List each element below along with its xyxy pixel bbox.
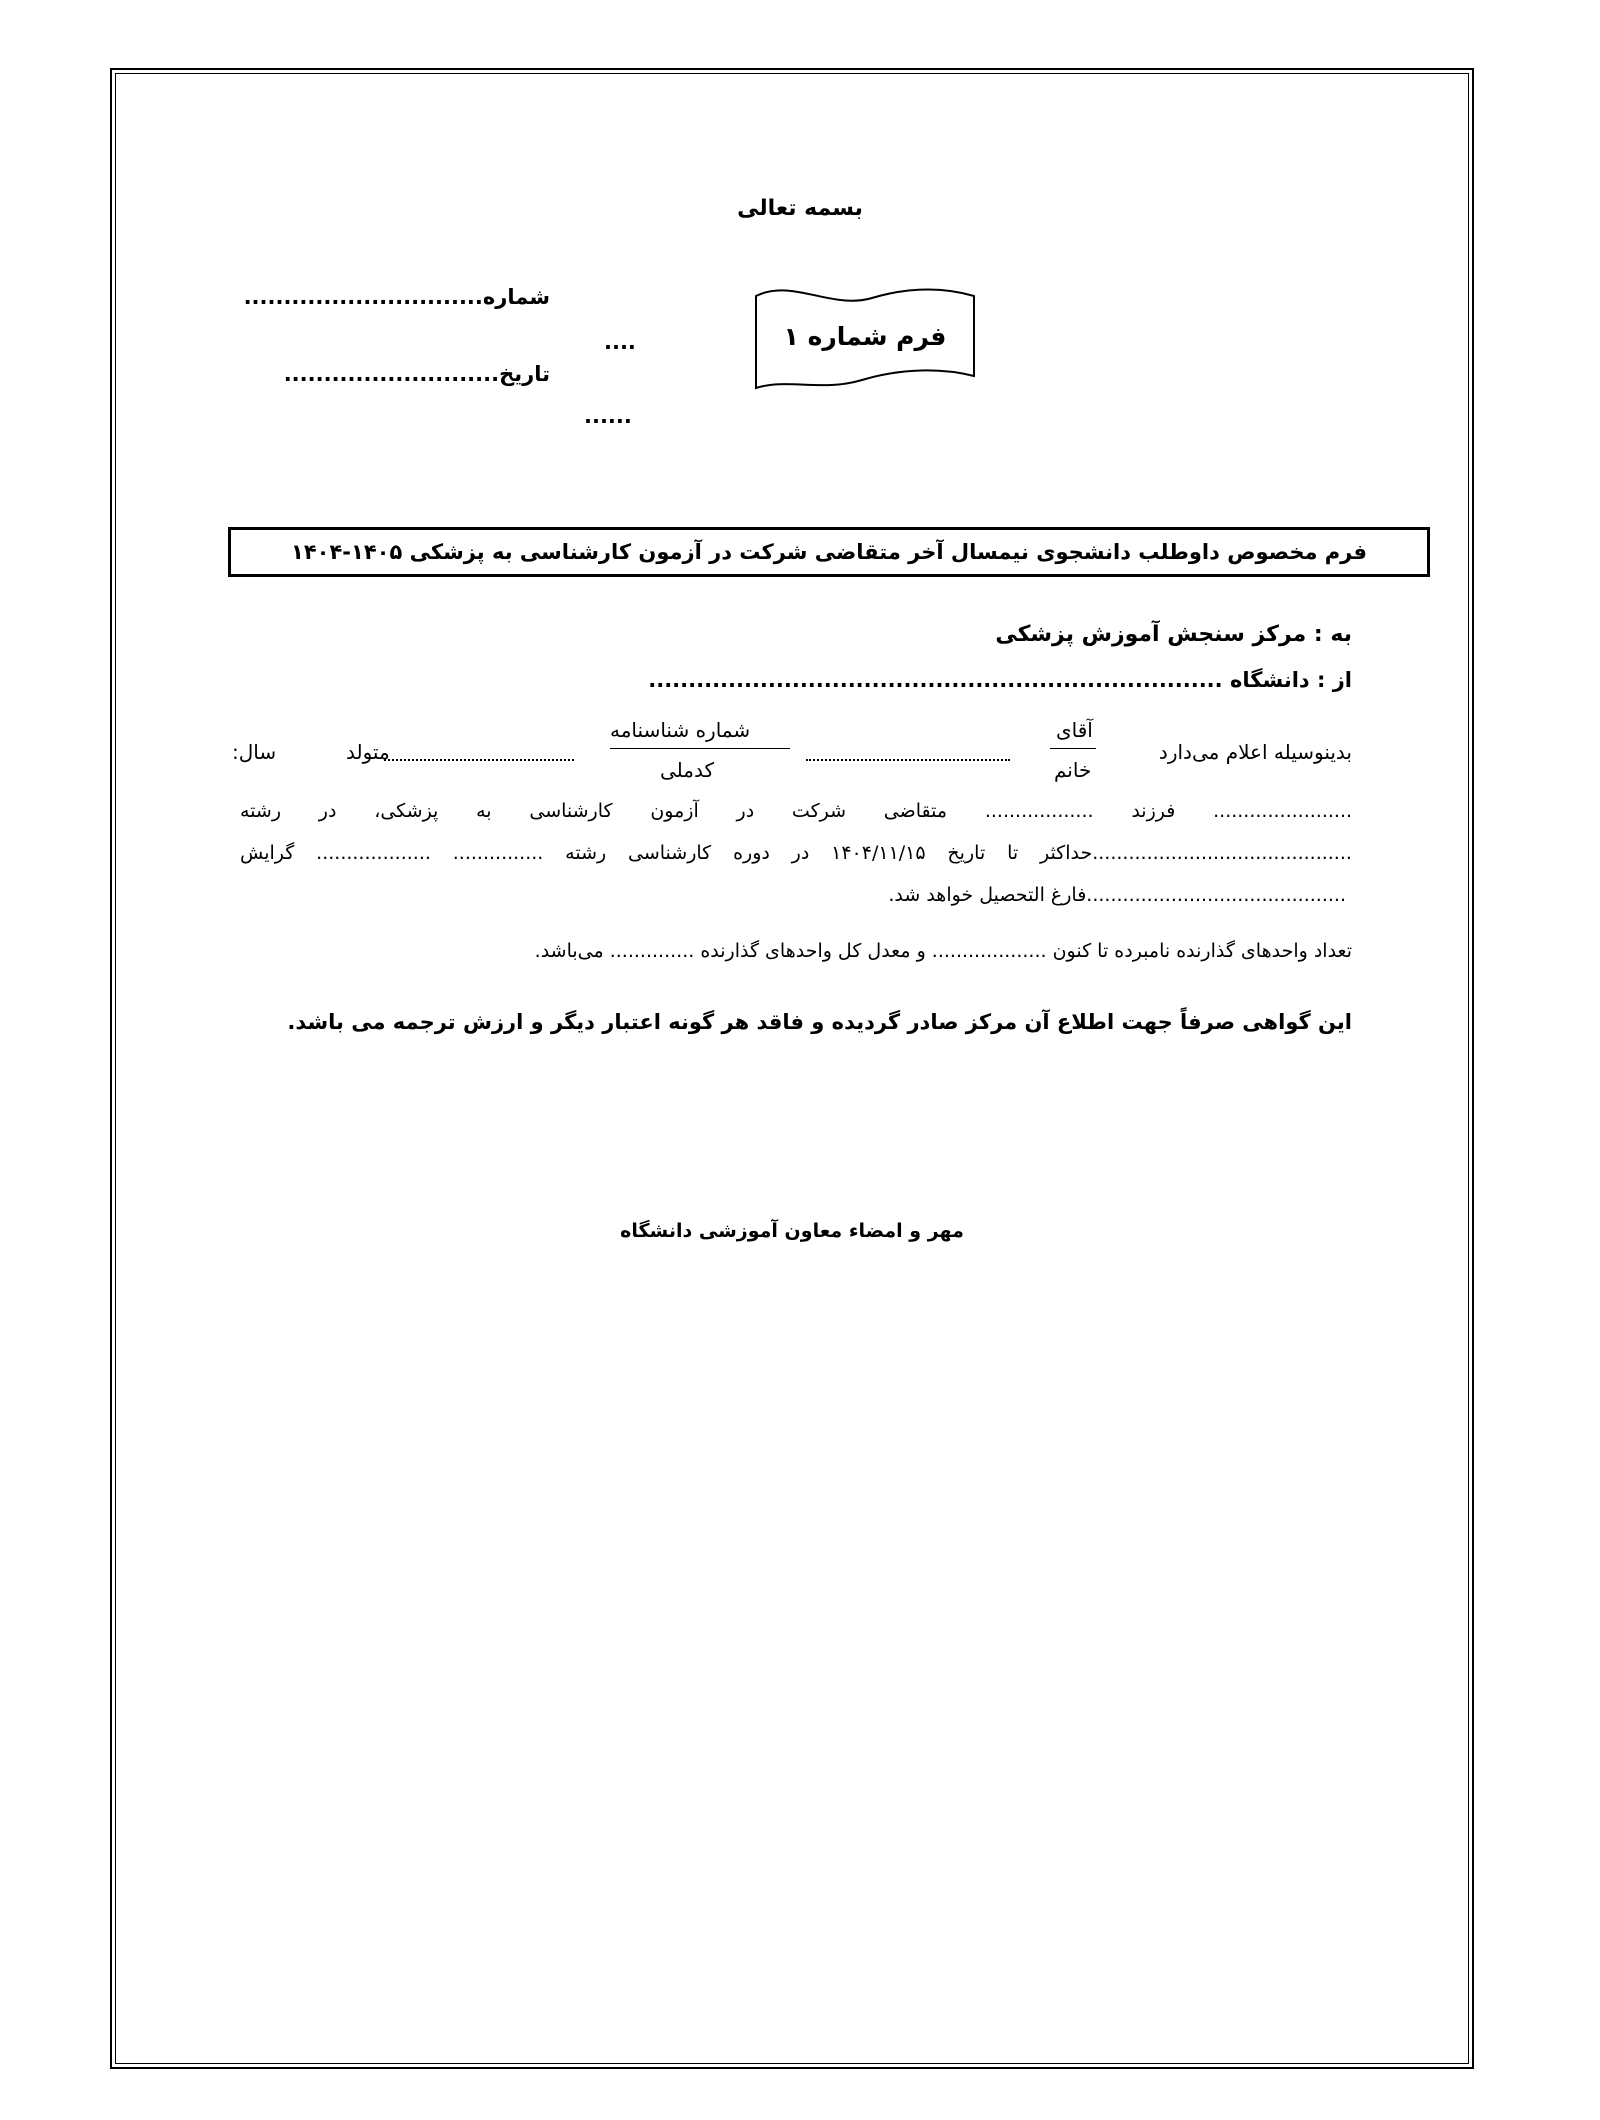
date-label: تاریخ [499, 362, 550, 386]
body-line-4: ...........................................فارغ التحصیل خواهد شد. [888, 884, 1346, 906]
intro-text: بدینوسیله اعلام می‌دارد [1158, 740, 1352, 764]
signature-label: مهر و امضاء معاون آموزشی دانشگاه [620, 1220, 964, 1242]
sender-line [648, 668, 1352, 692]
number-label: شماره [482, 285, 550, 309]
national-code-label: کدملی [660, 758, 715, 782]
date-dots: ........................... [283, 362, 500, 386]
title-divider [1050, 748, 1096, 749]
form-number-label: فرم شماره ۱ [783, 322, 947, 351]
number-field [244, 285, 550, 309]
short-dots-2: ...... [584, 404, 632, 428]
form-title-box [228, 527, 1430, 577]
validity-notice: این گواهی صرفاً جهت اطلاع آن مرکز صادر گردیده و فاقد هر گونه اعتبار دیگر و ارزش ترجمه می باشد. [287, 1010, 1352, 1034]
date-field [284, 362, 550, 386]
title-mrs: خانم [1054, 758, 1092, 782]
title-mr: آقای [1056, 718, 1093, 742]
number-dots: .............................. [243, 285, 483, 309]
short-dots-1: .... [604, 330, 636, 354]
name-blank [806, 758, 1010, 761]
sender-label: از : دانشگاه [1229, 668, 1352, 692]
units-line: تعداد واحدهای گذارنده نامبرده تا کنون ................... و معدل کل واحدهای گذارنده .............. می‌باشد. [534, 940, 1352, 962]
id-blank [384, 758, 574, 761]
body-line-3: ...........................................حداکثر تا تاریخ ۱۴۰۴/۱۱/۱۵ در دوره کارشناسی رشته ............... ................... گرایش [240, 842, 1352, 864]
form-title: فرم مخصوص داوطلب دانشجوی نیمسال آخر متقاضی شرکت در آزمون کارشناسی به پزشکی ۱۴۰۵-۱۴۰۴ [291, 540, 1367, 564]
form-number-banner [752, 284, 978, 394]
recipient-line: به : مرکز سنجش آموزش پزشکی [995, 622, 1352, 647]
id-number-label: شماره شناسنامه [610, 718, 751, 742]
body-line-2: ....................... فرزند .................. متقاضی شرکت در آزمون کارشناسی به پزشکی، در رشته [240, 800, 1353, 822]
sender-dots: ........................................................................ [648, 668, 1223, 692]
header-title: بسمه تعالی [737, 196, 863, 221]
year-label: سال: [232, 740, 277, 764]
born-label: متولد [346, 740, 390, 764]
id-divider [610, 748, 790, 749]
